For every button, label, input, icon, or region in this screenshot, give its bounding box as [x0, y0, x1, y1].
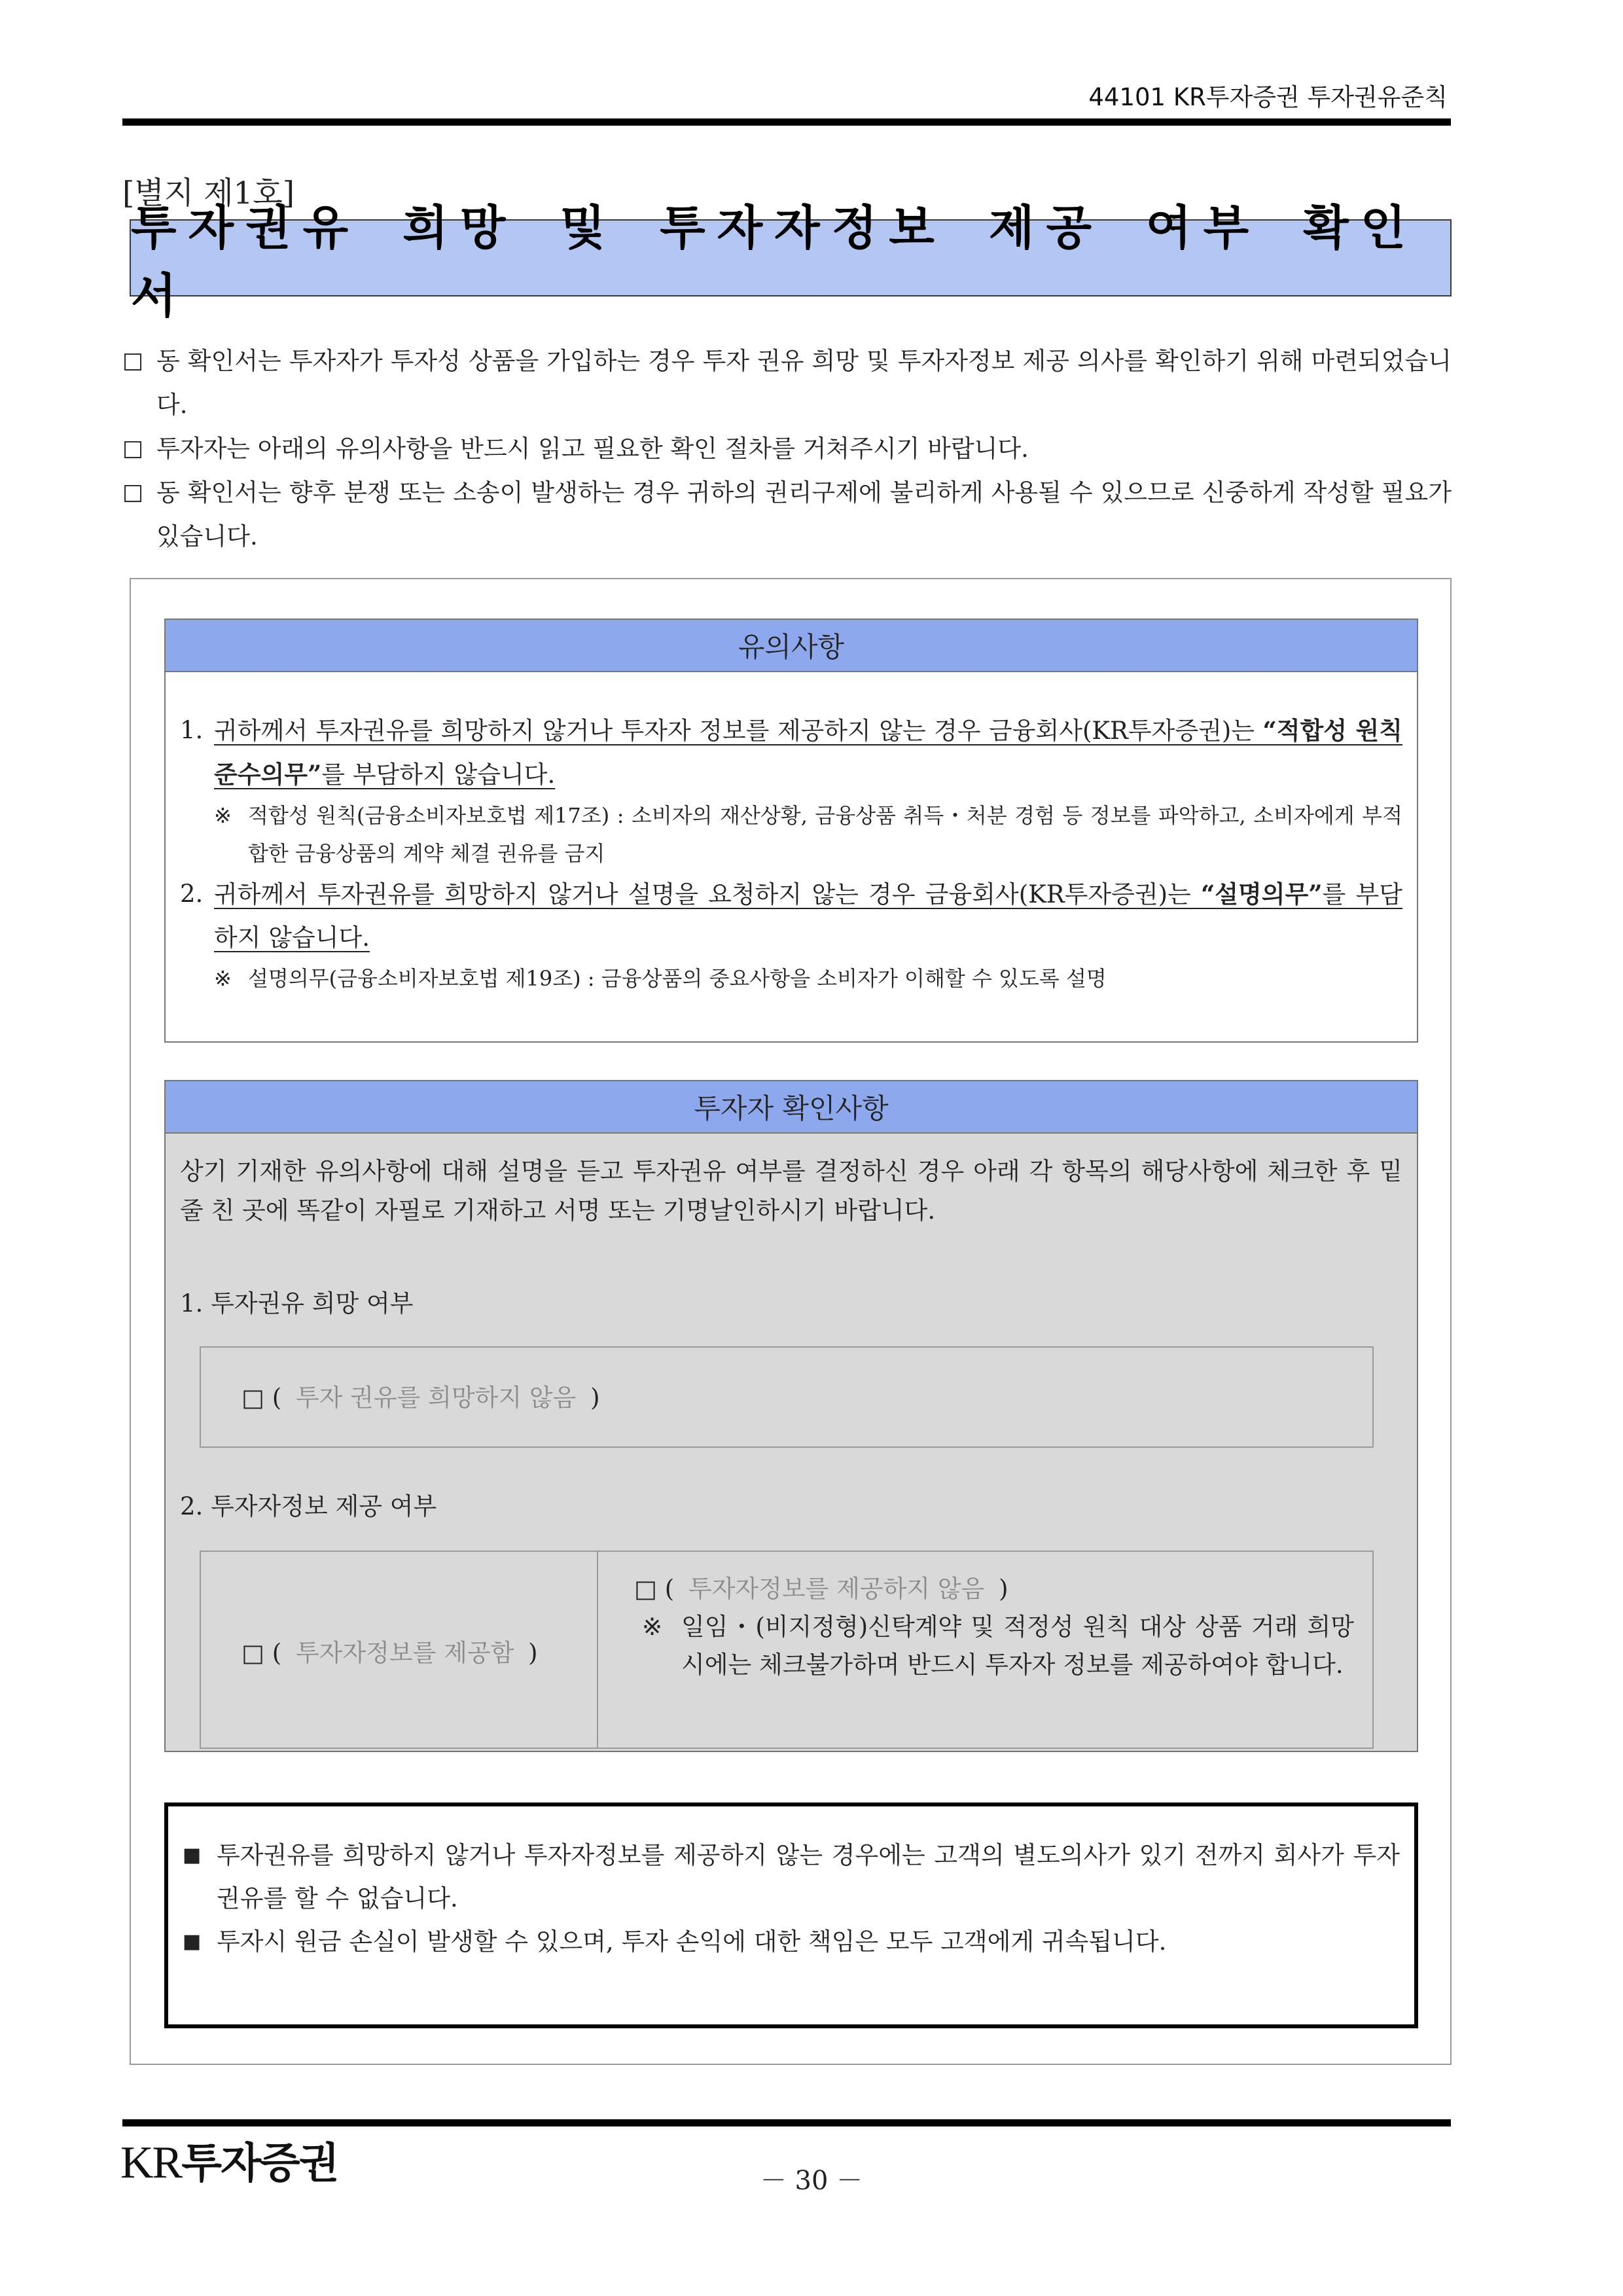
page-number: － 30 －: [760, 2166, 863, 2196]
notice-item: [180, 709, 1402, 797]
item-number: 2.: [180, 880, 204, 908]
subnote-text: 설명의무(금융소비자보호법 제19조) : 금융상품의 중요사항을 소비자가 이해할 수 있도록 설명: [248, 966, 1107, 991]
final-notice-item: [183, 1920, 1400, 1964]
notice-body: [166, 672, 1417, 997]
paren: ): [999, 1575, 1008, 1603]
notice-text: 귀하께서 투자권유를 희망하지 않거나 설명을 요청하지 않는 경우 금융회사(KR투자증권)는: [214, 880, 1201, 908]
reference-mark: ※: [642, 1613, 663, 1641]
confirm-lead: 상기 기재한 유의사항에 대해 설명을 듣고 투자권유 여부를 결정하신 경우 아래 각 항목의 해당사항에 체크한 후 밑줄 친 곳에 똑같이 자필로 기재하고 서명 또는 기명날인하시기 바랍니다.: [180, 1157, 1402, 1225]
intro-item: [122, 339, 1452, 427]
notice-heading: 유의사항: [166, 620, 1417, 672]
form-number: [별지 제1호]: [122, 175, 295, 211]
checkbox-bullet: □: [122, 348, 144, 374]
option-text: 투자자정보를 제공함: [295, 1639, 514, 1667]
square-bullet-icon: ■: [183, 1844, 202, 1867]
intro-text: 투자자는 아래의 유의사항을 반드시 읽고 필요한 확인 절차를 거쳐주시기 바랍니다.: [156, 435, 1029, 463]
notice-section: [164, 619, 1418, 1043]
notice-item: [180, 872, 1402, 960]
final-notice-item: [183, 1834, 1400, 1920]
notice-emphasis: “설명의무”: [1201, 880, 1323, 908]
checkbox[interactable]: □: [241, 1639, 264, 1667]
paren: ): [590, 1384, 600, 1412]
reference-mark: ※: [214, 966, 232, 991]
notice-text: 를 부담하지 않습니다.: [321, 761, 556, 789]
notice-text: 귀하께서 투자권유를 희망하지 않거나 투자자 정보를 제공하지 않는 경우 금융회사(KR투자증권)는: [214, 717, 1263, 745]
option-text: 투자자정보를 제공하지 않음: [688, 1575, 985, 1603]
final-notice-text: 투자권유를 희망하지 않거나 투자자정보를 제공하지 않는 경우에는 고객의 별도의사가 있기 전까지 회사가 투자 권유를 할 수 없습니다.: [217, 1841, 1400, 1912]
checkbox-bullet: □: [122, 435, 144, 461]
document-header: 44101 KR투자증권 투자권유준칙: [1088, 83, 1448, 111]
question-2-option-decline: [634, 1570, 1354, 1684]
question-1-label: 1. 투자권유 희망 여부: [180, 1289, 414, 1318]
decline-note-text: 일임・(비지정형)신탁계약 및 적정성 원칙 대상 상품 거래 희망 시에는 체크불가하며 반드시 투자자 정보를 제공하여야 합니다.: [681, 1613, 1354, 1679]
intro-item: [122, 471, 1452, 558]
paren: (: [272, 1384, 282, 1412]
notice-emphasis: “적합성 원칙 준수의무”: [214, 716, 1402, 789]
logo-kr: KR: [120, 2138, 182, 2188]
intro-item: [122, 427, 1452, 471]
paren: (: [664, 1575, 675, 1603]
final-notice-text: 투자시 원금 손실이 발생할 수 있으며, 투자 손익에 대한 책임은 모두 고객에게 귀속됩니다.: [217, 1928, 1167, 1956]
question-2-label: 2. 투자자정보 제공 여부: [180, 1492, 437, 1520]
question-2-decline-row[interactable]: [634, 1570, 1354, 1608]
subnote-text: 적합성 원칙(금융소비자보호법 제17조) : 소비자의 재산상황, 금융상품 취득・처분 경험 등 정보를 파악하고, 소비자에게 부적합한 금융상품의 계약 체결 권유를 금지: [248, 803, 1402, 866]
page-title: 투자권유 희망 및 투자자정보 제공 여부 확인서: [131, 200, 1418, 323]
paren: ): [528, 1639, 538, 1667]
header-rule: [122, 118, 1451, 126]
intro-list: [122, 339, 1452, 558]
item-number: 1.: [180, 716, 204, 744]
checkbox[interactable]: □: [634, 1575, 657, 1603]
checkbox[interactable]: □: [241, 1384, 264, 1412]
checkbox-bullet: □: [122, 479, 144, 505]
option-text: 투자 권유를 희망하지 않음: [295, 1384, 577, 1412]
logo-text: 투자증권: [181, 2139, 338, 2188]
notice-subnote: [180, 797, 1402, 872]
confirm-section: [164, 1080, 1418, 1752]
notice-subnote: [180, 960, 1402, 997]
confirm-heading: 투자자 확인사항: [166, 1081, 1417, 1134]
column-divider: [597, 1552, 598, 1748]
final-notice-box: [164, 1803, 1418, 2028]
intro-text: 동 확인서는 투자자가 투자성 상품을 가입하는 경우 투자 권유 희망 및 투자자정보 제공 의사를 확인하기 위해 마련되었습니다.: [156, 347, 1452, 419]
question-1-option[interactable]: [241, 1378, 600, 1413]
intro-text: 동 확인서는 향후 분쟁 또는 소송이 발생하는 경우 귀하의 권리구제에 불리하게 사용될 수 있으므로 신중하게 작성할 필요가 있습니다.: [156, 478, 1452, 550]
question-1-box: [200, 1346, 1374, 1448]
decline-note: [634, 1608, 1354, 1684]
question-2-option-provide[interactable]: [241, 1633, 538, 1668]
title-box: [130, 200, 1452, 323]
square-bullet-icon: ■: [183, 1930, 202, 1953]
confirm-lead-wrap: [166, 1134, 1417, 1230]
reference-mark: ※: [214, 803, 232, 828]
notice-text: 를 부담하지 않습니다.: [214, 880, 1402, 952]
footer-rule: [122, 2119, 1451, 2126]
question-2-box: [200, 1551, 1374, 1749]
paren: (: [272, 1639, 282, 1667]
